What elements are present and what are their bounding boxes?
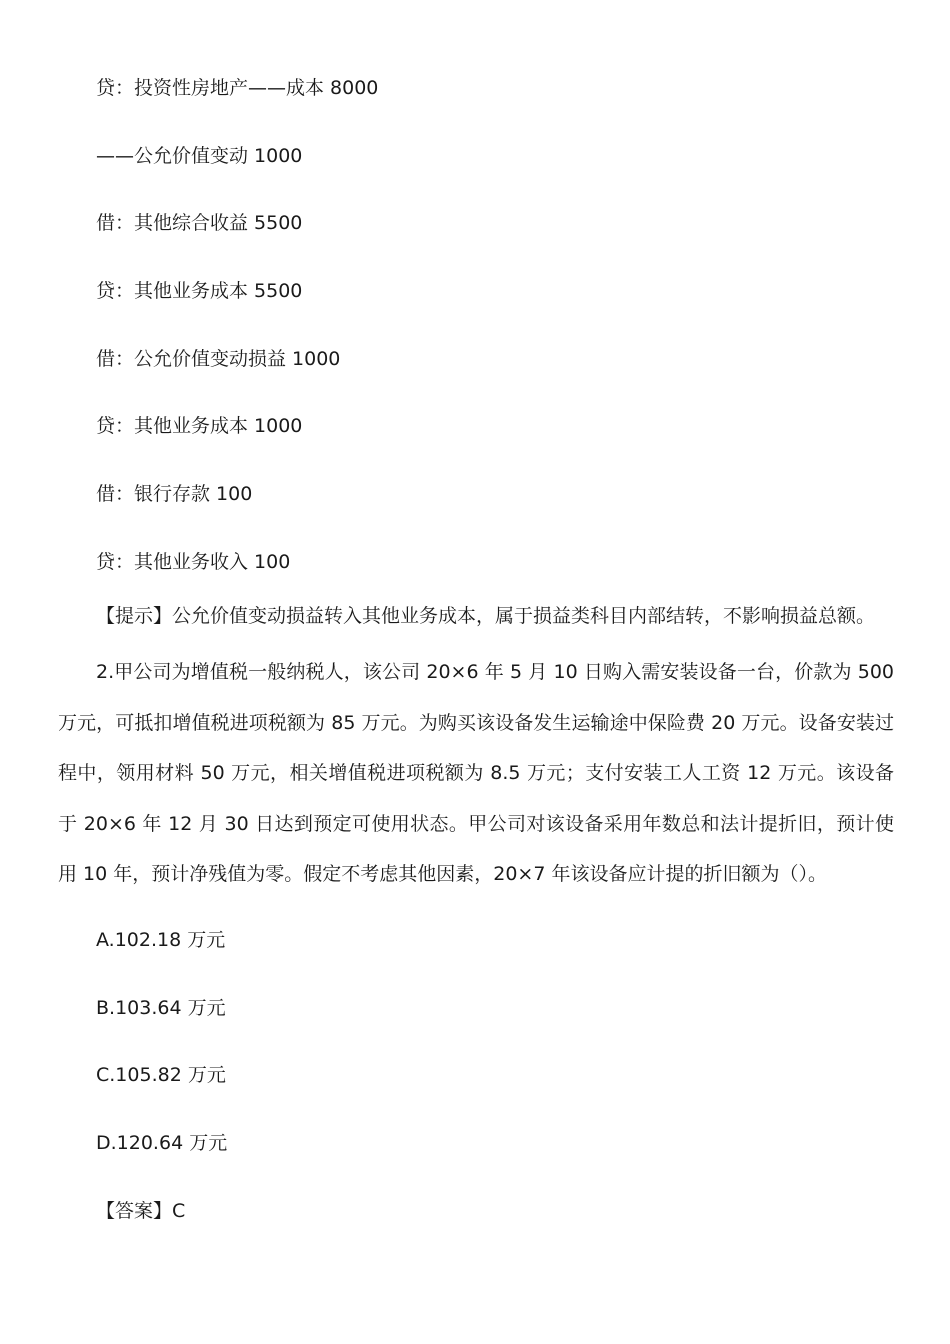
journal-entry-credit-other-business-income: 贷：其他业务收入 100 — [96, 551, 291, 573]
journal-entry-debit-fair-value-gain-loss: 借：公允价值变动损益 1000 — [96, 348, 341, 370]
option-d: D.120.64 万元 — [96, 1132, 228, 1154]
answer-text: 【答案】C — [96, 1200, 186, 1222]
journal-entry-credit-fair-value-change: ——公允价值变动 1000 — [96, 145, 303, 167]
hint-text: 【提示】公允价值变动损益转入其他业务成本，属于损益类科目内部结转，不影响损益总额。 — [96, 605, 876, 627]
journal-entry-credit-cost: 贷：投资性房地产——成本 8000 — [96, 77, 379, 99]
option-c: C.105.82 万元 — [96, 1064, 226, 1086]
journal-entry-debit-bank-deposit: 借：银行存款 100 — [96, 483, 253, 505]
journal-entry-credit-other-business-cost: 贷：其他业务成本 5500 — [96, 280, 303, 302]
journal-entry-credit-other-business-cost-2: 贷：其他业务成本 1000 — [96, 415, 303, 437]
journal-entry-debit-other-comprehensive-income: 借：其他综合收益 5500 — [96, 212, 303, 234]
option-b: B.103.64 万元 — [96, 997, 226, 1019]
option-a: A.102.18 万元 — [96, 929, 226, 951]
question-text: 2.甲公司为增值税一般纳税人，该公司 20×6 年 5 月 10 日购入需安装设备一台，价款为 500 万元，可抵扣增值税进项税额为 85 万元。为购买该设备发生运输途中保险费 20 万元。设备安装过程中，领用材料 50 万元，相关增值税进项税额为 8.5 万元；支付安装工人工资 12 万元。该设备于 20×6 年 12 月 30 日达到预定可使用状态。甲公司对该设备采用年数总和法计提折旧，预计使用 10 年，预计净残值为零。假定不考虑其他因素，20×7 年该设备应计提的折旧额为（）。 — [58, 661, 894, 885]
